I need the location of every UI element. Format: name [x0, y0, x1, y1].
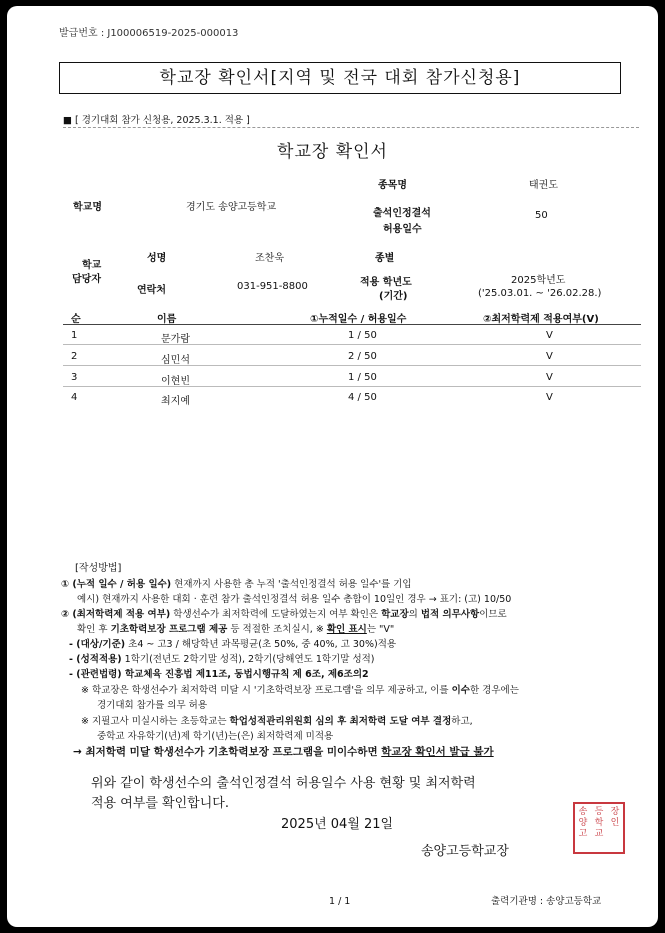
note-2-mark: 확인 표시 [326, 624, 367, 635]
note-7-c: 하고, [451, 716, 473, 727]
row-divider [63, 365, 641, 366]
note-3-text: 초4 ~ 고3 / 해당학년 과목평균(초 50%, 중 40%, 고 30%)적용 [125, 639, 397, 650]
note-1 [61, 576, 412, 590]
statement-line-1: 위와 같이 학생선수의 출석인정결석 허용일수 사용 현황 및 최저학력 [91, 776, 476, 791]
note-2 [61, 606, 507, 620]
note-2-principal: 학교장 [381, 609, 409, 620]
col-header-no: 순 [71, 314, 81, 325]
row-days: 1 / 50 [348, 372, 377, 383]
note-6-c: 한 경우에는 [469, 685, 519, 696]
row-no: 2 [71, 351, 78, 362]
note-4 [69, 651, 375, 665]
seal-grid: 송 양 고 등 학 교 장 인 [578, 807, 620, 839]
note-8 [73, 744, 494, 759]
name-value: 조찬욱 [255, 253, 284, 264]
note-6-a: ※ 학교장은 학생선수가 최저학력 미달 시 '기초학력보장 프로그램'을 의무 제공하고, 이를 [81, 685, 452, 696]
subtitle: ■ [ 경기대회 참가 신청용, 2025.3.1. 적용 ] [63, 115, 250, 126]
note-2-of: 의 [408, 609, 421, 620]
note-2-line2-e: 는 "V" [366, 624, 395, 635]
row-days: 1 / 50 [348, 330, 377, 341]
issue-number: 발급번호 : J100006519-2025-000013 [59, 28, 239, 39]
col-header-days: ①누적일수 / 허용일수 [310, 314, 407, 325]
row-days: 4 / 50 [348, 392, 377, 403]
allowed-days-label-2: 허용일수 [383, 224, 422, 235]
note-7-b: 학업성적관리위원회 심의 후 최저학력 도달 여부 결정 [229, 716, 452, 727]
note-2-label: ② (최저학력제 적용 여부) [61, 609, 171, 620]
note-2-line2-a: 확인 후 [77, 624, 111, 635]
row-divider [63, 344, 641, 345]
note-2-text: 학생선수가 최저학력에 도달하였는지 여부 확인은 [170, 609, 382, 620]
note-3-label: - (대상/기준) [69, 639, 126, 650]
note-6 [81, 682, 519, 696]
manager-label: 학교 [82, 260, 102, 271]
issuing-institution: 출력기관명 : 송양고등학교 [491, 896, 602, 907]
row-name: 최지예 [161, 396, 190, 407]
year-label-2: (기간) [379, 291, 408, 302]
main-title: 학교장 확인서[지역 및 전국 대회 참가신청용] [59, 62, 621, 94]
note-1-label: ① (누적 일수 / 허용 일수) [61, 579, 172, 590]
note-4-label: - (성적적용) [69, 654, 122, 665]
note-8-a: → 최저학력 미달 학생선수가 기초학력보장 프로그램을 미이수하면 [73, 746, 382, 758]
note-5-text: 학교체육 진흥법 제11조, 동법시행규칙 제 6조, 제6조의2 [121, 669, 369, 680]
sport-value: 태권도 [529, 180, 558, 191]
row-no: 3 [71, 372, 78, 383]
school-value: 경기도 송양고등학교 [186, 202, 277, 213]
row-applied: V [546, 330, 553, 341]
row-days: 2 / 50 [348, 351, 377, 362]
school-label: 학교명 [73, 202, 102, 213]
row-no: 1 [71, 330, 78, 341]
note-3 [69, 636, 396, 650]
document-page [7, 6, 658, 927]
note-5-label: - (관련법령) [69, 669, 122, 680]
year-value: 2025학년도 [511, 275, 566, 286]
principal-name: 송양고등학교장 [421, 844, 509, 859]
note-2-end: 이므로 [479, 609, 507, 620]
divider [63, 127, 639, 128]
note-7-a: ※ 지필고사 미실시하는 초등학교는 [81, 716, 230, 727]
col-header-name: 이름 [157, 314, 177, 325]
note-2-line2-c: 등 적절한 조치실시, ※ [227, 624, 327, 635]
row-applied: V [546, 372, 553, 383]
col-header-applied: ②최저학력제 적용여부(V) [483, 314, 599, 325]
contact-value: 031-951-8800 [237, 281, 308, 292]
note-4-text: 1학기(전년도 2학기말 성적), 2학기(당해연도 1학기말 성적) [121, 654, 375, 665]
note-2-legal-duty: 법적 의무사항 [420, 609, 480, 620]
row-no: 4 [71, 392, 78, 403]
page-number: 1 / 1 [329, 896, 351, 907]
allowed-days-label: 출석인정결석 [373, 208, 431, 219]
note-8-b: 학교장 확인서 발급 불가 [381, 746, 494, 758]
note-5 [69, 666, 369, 680]
row-name: 심민석 [161, 355, 190, 366]
note-6-complete: 이수 [451, 685, 470, 696]
note-7-line2: 중학교 자유학기(년)제 학기(년)는(은) 최저학력제 미적용 [97, 731, 334, 742]
note-1-text: 현재까지 사용한 총 누적 '출석인정결석 허용 일수'를 기입 [171, 579, 412, 590]
notes-title: [작성방법] [75, 563, 122, 574]
note-6-line2: 경기대회 참가를 의무 허용 [97, 700, 208, 711]
table-header-rule [63, 324, 641, 325]
row-applied: V [546, 392, 553, 403]
statement-line-2: 적용 여부를 확인합니다. [91, 796, 229, 811]
row-divider [63, 386, 641, 387]
year-label: 적용 학년도 [360, 277, 412, 288]
year-period: ('25.03.01. ~ '26.02.28.) [478, 288, 602, 299]
issue-date: 2025년 04월 21일 [281, 817, 394, 832]
manager-label-2: 담당자 [72, 274, 101, 285]
allowed-days-value: 50 [535, 210, 548, 221]
certificate-title: 학교장 확인서 [277, 142, 388, 162]
name-label: 성명 [147, 253, 167, 264]
row-applied: V [546, 351, 553, 362]
row-name: 문가람 [161, 334, 190, 345]
sport-label: 종목명 [378, 180, 407, 191]
event-label: 종별 [375, 253, 395, 264]
contact-label: 연락처 [137, 285, 166, 296]
note-2-program: 기초학력보장 프로그램 제공 [110, 624, 228, 635]
note-7 [81, 713, 473, 727]
note-1-example: 예시) 현재까지 사용한 대회 · 훈련 참가 출석인정결석 허용 일수 총합이 10일인 경우 → 표기: (고) 10/50 [77, 594, 512, 605]
row-name: 이현빈 [161, 376, 190, 387]
note-2-line2 [77, 621, 394, 635]
official-seal [573, 802, 625, 854]
